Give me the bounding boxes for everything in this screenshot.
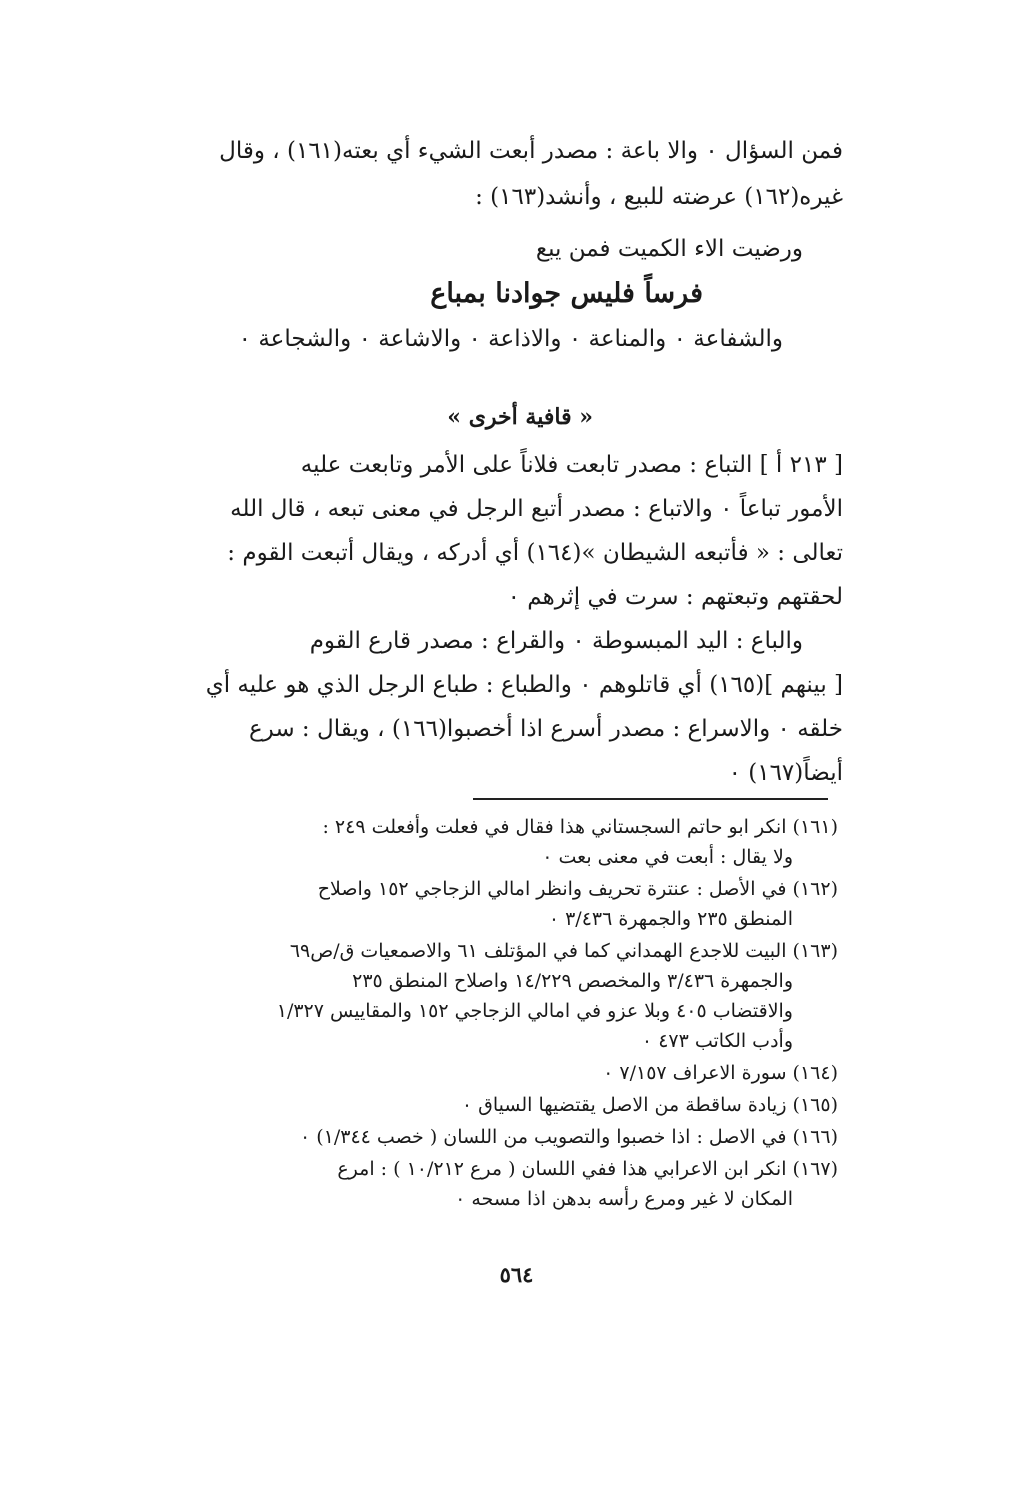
footnote-divider [473,798,828,800]
footnote-163-cont-2: والاقتضاب ٤٠٥ وبلا عزو في امالي الزجاجي ١٥٢ والمقاييس ١/٣٢٧ [276,1000,793,1022]
footnote-161-cont: ولا يقال : أبعت في معنى بعت ٠ [542,846,793,868]
footnote-165: (١٦٥) زيادة ساقطة من الاصل يقتضيها السياق ٠ [461,1094,838,1116]
footnote-161: (١٦١) انكر ابو حاتم السجستاني هذا فقال في فعلت وأفعلت ٢٤٩ : [322,816,838,838]
footnote-167-cont: المكان لا غير ومرع رأسه بدهن اذا مسحه ٠ [455,1188,793,1210]
footnote-162: (١٦٢) في الأصل : عنترة تحريف وانظر امالي الزجاجي ١٥٢ واصلاح [317,878,838,900]
footnote-163-cont-1: والجمهرة ٣/٤٣٦ والمخصص ١٤/٢٢٩ واصلاح المنطق ٢٣٥ [352,970,793,992]
footnote-162-cont: المنطق ٢٣٥ والجمهرة ٣/٤٣٦ ٠ [548,908,793,930]
text-line-3: والشفاعة ٠ والمناعة ٠ والاذاعة ٠ والاشاعة ٠ والشجاعة ٠ [238,326,783,352]
para-line-7: خلقه ٠ والاسراع : مصدر أسرع اذا أخصبوا(١٦٦) ، ويقال : سرع [248,716,843,742]
text-line-1: فمن السؤال ٠ والا باعة : مصدر أبعت الشيء أي بعته(١٦١) ، وقال [219,138,843,164]
footnote-163-cont-3: وأدب الكاتب ٤٧٣ ٠ [641,1030,793,1052]
verse-line-2: فرساً فليس جوادنا بمباع [430,278,703,309]
para-line-4: لحقتهم وتبعتهم : سرت في إثرهم ٠ [507,584,843,610]
para-line-3: تعالى : « فأتبعه الشيطان »(١٦٤) أي أدركه ، ويقال أتبعت القوم : [227,540,843,566]
page-number: ٥٦٤ [499,1262,534,1287]
para-line-5: والباع : اليد المبسوطة ٠ والقراع : مصدر قارع القوم [309,628,803,654]
footnote-164: (١٦٤) سورة الاعراف ٧/١٥٧ ٠ [603,1062,838,1084]
section-heading: « قافية أخرى » [447,404,593,430]
para-line-8: أيضاً(١٦٧) ٠ [728,760,843,786]
footnote-163: (١٦٣) البيت للاجدع الهمداني كما في المؤتلف ٦١ والاصمعيات ق/ص٦٩ [289,940,838,962]
para-line-2: الأمور تباعاً ٠ والاتباع : مصدر أتبع الرجل في معنى تبعه ، قال الله [230,496,843,522]
para-line-6: [ بينهم ](١٦٥) أي قاتلوهم ٠ والطباع : طباع الرجل الذي هو عليه أي [205,672,843,698]
para-line-1: [ ٢١٣ أ ] التباع : مصدر تابعت فلاناً على الأمر وتابعت عليه [300,452,843,478]
text-line-2: غيره(١٦٢) عرضته للبيع ، وأنشد(١٦٣) : [475,184,843,210]
footnote-167: (١٦٧) انكر ابن الاعرابي هذا ففي اللسان ( مرع ١٠/٢١٢ ) : امرع [337,1158,838,1180]
verse-line-1: ورضيت الاء الكميت فمن يبع [535,236,803,262]
footnote-166: (١٦٦) في الاصل : اذا خصبوا والتصويب من اللسان ( خصب ١/٣٤٤) ٠ [299,1126,838,1148]
